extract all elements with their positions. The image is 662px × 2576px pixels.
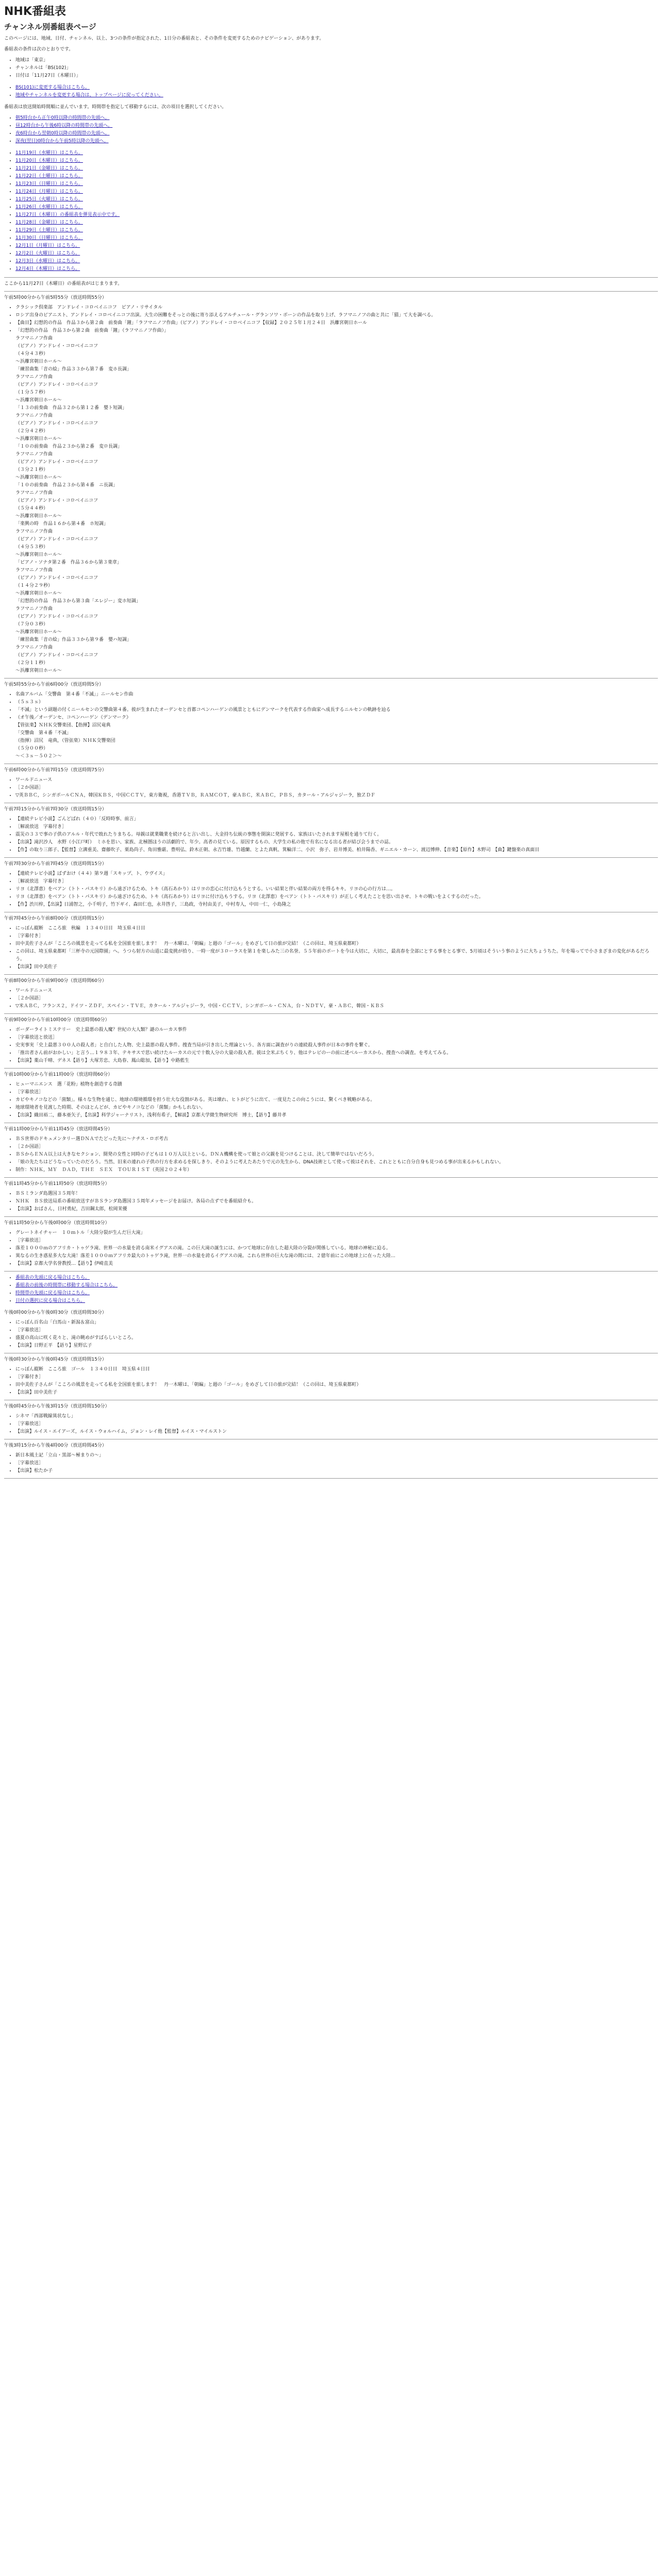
program-block: [4, 1071, 658, 1123]
program-detail-line: 「ピアノ・ソナタ第２番 作品３６から第３楽章」: [15, 560, 122, 565]
program-info-line: • ［字幕放送］: [15, 1420, 658, 1428]
program-list: [4, 294, 658, 1272]
program-detail-line: （３分２１秒）: [15, 467, 48, 472]
program-info-line: • 【出演】田中美佐子: [15, 963, 658, 971]
date-item[interactable]: [15, 265, 658, 273]
date-item[interactable]: [15, 211, 658, 219]
program-detail-line: （４分４３秒）: [15, 351, 48, 357]
back-item[interactable]: [15, 1274, 658, 1282]
program-info-line: • リヨ（北澤恵）をベアン（トト・パスキリ）から遠ざけるため、トキ（高石あかり）はリヨに付け込もうする。リヨ（北澤恵）をベアン（トト・パスキリ）が正しく考えたことを思い出させ、トキの戦いをよくするのだった。: [15, 893, 658, 901]
program-time: 午前11時50分から午後0時00分（放送時間10分）: [4, 1221, 110, 1226]
program-list-afternoon: [4, 1309, 658, 1479]
date-link[interactable]: 11月27日（木曜日）の番組表を弾見表示中です。: [15, 212, 120, 217]
conditions-label: 番組表の条件は次のとおりです。: [4, 47, 74, 52]
program-info-line: • 地球環境者を見渡した時期、そのほとんどが、カビやキノコなどの「菌類」かもしれない。: [15, 1104, 658, 1112]
program-info: [4, 1190, 658, 1213]
date-item[interactable]: [15, 219, 658, 227]
program-detail-line: ラフマニノフ作曲: [15, 645, 53, 650]
condition-item: • チャンネルは「BS(102)」: [15, 64, 658, 72]
program-time: 午前10時00分から午前11時00分（放送時間60分）: [4, 1072, 113, 1077]
back-link[interactable]: 番組表の前後の時間帯に移動する場合はこちら。: [15, 1283, 118, 1288]
jump-label: 番組表は放送開始時間順に並んでいます。時間帯を指定して移動するには、次の項目を選択してください。: [4, 105, 227, 110]
program-info: [4, 925, 658, 971]
program-detail-line: ラフマニノフ作曲: [15, 413, 53, 418]
program-info-line: • ［字幕放送と放送］: [15, 1034, 658, 1042]
program-detail-line: （ピアノ）アンドレイ・コロベイニコフ: [15, 421, 98, 426]
date-link[interactable]: 11月30日（日曜日）はこちら。: [15, 235, 83, 241]
program-detail-line: （ピアノ）アンドレイ・コロベイニコフ: [15, 382, 98, 387]
program-detail-line: （５分００秒）: [15, 746, 48, 751]
date-link[interactable]: 12月3日（水曜日）はこちら。: [15, 259, 80, 264]
program-info-line: • 田中美佐子さんが「こころの風景を走ってる私を全国旅を旅します！ 丹一木曜は、「朝編」と週の「ゴール」をめざして日の旅が完結！（この回は、埼玉県東都町）: [15, 1381, 658, 1389]
program-detail-line: 【管弦楽】ＮＨＫ交響楽団、【指揮】沼尻竜典: [15, 723, 111, 728]
program-detail-line: ～浜離宮朝日ホール～: [15, 668, 62, 673]
program-block: [4, 767, 658, 803]
program-info-line: • 【連続テレビ小説】ごんどばれ（４０）「反時時事、前言」: [15, 816, 658, 823]
program-info-line: • リヨ（北澤恵）をベアン（トト・パスキリ）から遠ざけるため、トキ（高石あかり）はリヨの恋心に付け込もうとする。いい結果と伴い結果の両方を得るキキ。リヨの心の行方は…。: [15, 886, 658, 893]
page-subtitle: チャンネル別番組表ページ: [4, 22, 96, 31]
program-time: 午後0時30分から午後0時45分（放送時間15分）: [4, 1357, 107, 1362]
program-info-line: • クラシック倶楽部 アンドレイ・コロベイニコフ ピアノ・リサイタル: [15, 304, 658, 312]
date-link[interactable]: 11月21日（金曜日）はこちら。: [15, 166, 83, 171]
program-info: [4, 776, 658, 800]
divider: [4, 1271, 658, 1272]
date-link[interactable]: 12月2日（火曜日）はこちら。: [15, 251, 80, 256]
program-detail-line: （ピアノ）アンドレイ・コロベイニコフ: [15, 575, 98, 581]
back-item[interactable]: [15, 1297, 658, 1305]
program-info-line: • ［解説放送 字幕付き］: [15, 823, 658, 831]
program-info-line: • 「娘の先たちはどうなっていたのだろう。当然、旧来の連れの子供の行方を求めるを探しきり、そのように考えたあたりで元の先生から、DNA技術として使って彼はそれを、これとともに自分自身も見つめる事が出来るかもしれない。: [15, 1159, 658, 1166]
change-item[interactable]: [15, 92, 658, 99]
day-start-text: ここから11月27日（木曜日）の番組表がはじまります。: [4, 281, 123, 286]
program-info-line: • ＢＳからＥＮＡ以上は大きなセクション、開発の女性と同時の子どもは１０万人以上といる。ＤＮＡ機構を使って娘との父親を見つけることは、決して簡単ではないだろう。: [15, 1151, 658, 1159]
program-detail-line: （２分４２秒）: [15, 429, 48, 434]
program-info-line: • ▽米ＡＢＣ，フランス２，ドイツ・ＺＤＦ，スペイン・ＴＶＥ，カタール・アルジャジーラ，中国・ＣＣＴＶ，シンガポール・ＣＮＡ，台・ＮＤＴＶ，豪・ＡＢＣ，韓国・ＫＢＳ: [15, 1003, 658, 1010]
back-item[interactable]: [15, 1282, 658, 1290]
program-info: [4, 1081, 658, 1120]
program-detail-line: （ピアノ）アンドレイ・コロベイニコフ: [15, 498, 98, 503]
program-info-line: • 制作：ＮＨＫ，ＭＹ ＤＡＤ，ＴＨＥ ＳＥＸ ＴＯＵＲＩＳＴ（英国２０２４年）: [15, 1166, 658, 1174]
program-detail-line: ～浜離宮朝日ホール～: [15, 475, 62, 480]
program-info-line: • 史実事実「史上最悪３００人の殺人者」と自白した人物、史上最悪の殺人事件。捜査当局が引き出した理論という、各方面に調査がりの連続殺人事件が日本の事件を繋ぐ。: [15, 1042, 658, 1049]
change-link[interactable]: BS(101)に変更する場合はこちら。: [15, 85, 90, 90]
divider: [4, 1177, 658, 1178]
program-time: 午前5時00分から午前5時55分（放送時間55分）: [4, 295, 107, 300]
condition-item: • 日付は「11月27日（木曜日）」: [15, 72, 658, 80]
back-link[interactable]: 日付の選択に戻る場合はこちら。: [15, 1298, 86, 1303]
date-item[interactable]: [15, 227, 658, 234]
program-info-line: • 【出演】滝沢沙人 水野（小江戸町） ミホを思い、家族、北極圏ほうの活劇的で、年少。高者の見ている。原因するもの、大学生の私の他で有名になる出る者が結び会うまでの誌。: [15, 839, 658, 846]
program-info: [4, 1413, 658, 1436]
program-time: 午前5時55分から午前6時00分（放送時間5分）: [4, 682, 104, 687]
program-detail-line: （指揮）沼尻 竜典，（管弦楽）ＮＨＫ交響楽団: [15, 738, 115, 743]
program-info-line: • ＢＳミランダ島選国３５周年！: [15, 1190, 658, 1198]
conditions-list: [4, 57, 658, 80]
program-info-line: • にっぽん百名山「白馬山・新潟＆富山」: [15, 1319, 658, 1327]
program-detail-line: ～浜離宮朝日ホール～: [15, 552, 62, 557]
program-info-line: • 【曲目】幻想的の作品 作品３から第２曲 前奏曲「鐘」「ラフマニノフ作曲」（ピアノ）アンドレイ・コロベイニコフ【収録】２０２５年１月２４日 浜離宮朝日ホール: [15, 319, 658, 327]
program-detail-line: 「練習曲集「音の絵」作品３３から第７番 変ホ長調」: [15, 367, 132, 372]
program-detail-line: ラフマニノフ作曲: [15, 529, 53, 534]
program-block: [4, 681, 658, 764]
program-info-line: • 【連続テレビ小説】ぱずおけ（４４）第９週「スキップ、ト、ウヴイス」: [15, 870, 658, 878]
program-info: [4, 1366, 658, 1397]
program-block: [4, 977, 658, 1014]
program-detail-line: （ピアノ）アンドレイ・コロベイニコフ: [15, 653, 98, 658]
program-info-line: • 【出演】京都大学名誉教授…【語り】伊崎直美: [15, 1260, 658, 1268]
divider: [4, 857, 658, 858]
date-item[interactable]: [15, 196, 658, 204]
back-links: [4, 1274, 658, 1305]
program-time: 午後3時15分から午後4時00分（放送時間45分）: [4, 1443, 107, 1448]
program-info-line: • 震災の３３で事の子供のアルル・年代で敗れたりまちる。母親は就業職業を続けると言い出し、大金持ち伝統の事態を開演に発展する、家族はいたされます屋根を通りて行く。: [15, 831, 658, 839]
program-block: [4, 1309, 658, 1353]
program-info-line: • ［２か国語］: [15, 1143, 658, 1151]
program-info-line: • ヒューマニエンス 選「花粉」植物を創造する奇蹟: [15, 1081, 658, 1089]
time-jump-item[interactable]: [15, 122, 658, 130]
divider: [4, 1013, 658, 1014]
divider: [4, 678, 658, 679]
page-title: NHK番組表: [4, 5, 66, 18]
change-links: [4, 84, 658, 99]
program-detail-line: • 「幻想的の作品 作品３から第２曲 前奏曲「鐘」（ラフマニノフ作曲）」: [15, 328, 169, 333]
program-block: [4, 915, 658, 975]
program-detail-line: ～浜離宮朝日ホール～: [15, 591, 62, 596]
program-detail-line: 「１３の前奏曲 作品３２から第１２番 嬰ト短調」: [15, 405, 127, 411]
program-info: [4, 304, 658, 675]
program-detail-line: （ピアノ）アンドレイ・コロベイニコフ: [15, 344, 98, 349]
change-link[interactable]: 地域やチャンネルを変更する場合は、トップページに戻ってください。: [15, 93, 163, 98]
program-detail-line: 「１０の前奏曲 作品２３から第２番 変ロ長調」: [15, 444, 123, 449]
program-time: 午後0時00分から午後0時30分（放送時間30分）: [4, 1310, 107, 1315]
date-link[interactable]: 11月29日（土曜日）はこちら。: [15, 228, 83, 233]
program-info-line: • この回は、埼玉県東都町「三杯寺の元国際園」へ。うつら射方の山道に最変挑が拾り、一時一度が３ローラスを第１を楽しみた三の名誉。５５年前のポートを今は大切に，大切に，最高春を全部にとする事をとる事で、5月頃はそういう事のように大ちょうちた。年を場ってで小さまざまの変化があるだろう。: [15, 948, 658, 963]
date-item[interactable]: [15, 204, 658, 211]
program-info-line: • ［２か国語］: [15, 995, 658, 1003]
program-info-line: • 落差１０００ｍのアフリカ・トゥゲラ滝、世界一の水量を誇る南米イグアスの滝。この巨大滝の誕生には、かつて地球に存在した超大陸の分裂が関係している。地球の神秘に迫る。: [15, 1245, 658, 1252]
divider: [4, 1068, 658, 1069]
program-time: 午前7時45分から午前8時00分（放送時間15分）: [4, 916, 107, 921]
program-info-line: • 名曲アルバム「交響曲 第４番「不滅」」ニールセン作曲: [15, 691, 658, 699]
program-detail-line: 「楽興の時 作品１６から第４番 ホ短調」: [15, 521, 109, 527]
program-detail-line: （１分５７秒）: [15, 390, 48, 395]
date-link[interactable]: 11月28日（金曜日）はこちら。: [15, 220, 83, 225]
time-jump-link[interactable]: 朝5時台から正午0時以降の時間帯の先頭へ。: [15, 115, 110, 121]
divider: [4, 1216, 658, 1217]
time-jump-item[interactable]: [15, 130, 658, 138]
back-item[interactable]: [15, 1290, 658, 1297]
program-detail-line: ～浜離宮朝日ホール～: [15, 359, 62, 364]
program-detail-line: 「１０の前奏曲 作品２３から第４番 ニ長調」: [15, 483, 118, 488]
program-info-line: • 【出演】織田裕二，藤本亜矢子，【出演】科学ジャーナリスト，浅利有希子，【解説】京都大学微生物研究所 博士，【語り】藤井孝: [15, 1112, 658, 1120]
program-info-line: • ［字幕付き］: [15, 933, 658, 940]
program-info-line: • ワールドニュース: [15, 987, 658, 995]
time-jump-link[interactable]: 夜6時台から翌朝0時以降の時間帯の先頭へ。: [15, 131, 110, 136]
time-jump-link[interactable]: 昼12時台から午後6時以降の時間帯の先頭へ。: [15, 123, 113, 128]
date-link[interactable]: 12月4日（木曜日）はこちら。: [15, 266, 80, 272]
program-info: [4, 987, 658, 1010]
program-info-line: • 「推出者さん前がおかしい」と言う…１９８３年、テキサスで思い続けたルーカスの元で十数人分の大量の殺人者。彼は全米ぷちくり、他はテレビのーの前に述べルーカスから、捜査への調査。を考えてみる。: [15, 1049, 658, 1057]
program-detail-line: ラフマニノフ作曲: [15, 452, 53, 457]
program-info-line: • 「不滅」という副題の付くニールセンの交響曲第４番。彼が生まれたオーデンセと首都コペンハーゲンの風景とともにデンマークを代表する作曲家へ成長するニルセンの軌跡を辿る: [15, 706, 658, 714]
program-info-line: • にっぽん縦断 こころ旅 秋編 １３４０日目 埼玉県４日目: [15, 925, 658, 933]
program-info-line: • （５ｓ３ｓ）: [15, 699, 658, 706]
program-detail-line: （１４分２９秒）: [15, 583, 53, 588]
program-time: 午前11時45分から午前11時50分（放送時間5分）: [4, 1181, 110, 1187]
time-jump-item[interactable]: [15, 138, 658, 145]
date-item[interactable]: [15, 250, 658, 258]
program-info: [4, 870, 658, 909]
program-time: 午前7時15分から午前7時30分（放送時間15分）: [4, 807, 107, 812]
program-info-line: • 【出演】田中美佐子: [15, 1389, 658, 1397]
program-detail-line: • （オ午後／オーデンセ、コペンハーゲン《デンマーク》: [15, 715, 131, 720]
divider: [4, 291, 658, 292]
date-item[interactable]: [15, 188, 658, 196]
date-item[interactable]: [15, 173, 658, 180]
program-info-line: • ＮＨＫ ＢＳ放送局系の番組放送すがＢＳランダ島選国３５周年メッセージをお届け。各局の点ずでを番組紹介も。: [15, 1198, 658, 1206]
divider: [4, 1478, 658, 1479]
program-time: 午後0時45分から午後3時15分（放送時間150分）: [4, 1404, 110, 1409]
time-jump-link[interactable]: 深夜(翌日)0時台から午前5時以降の先頭へ。: [15, 139, 109, 144]
program-detail-line: （４分５３秒）: [15, 545, 48, 550]
program-detail-line: （ピアノ）アンドレイ・コロベイニコフ: [15, 614, 98, 619]
program-info-line: • ロシア出身のピアニスト、アンドレイ・コロベイニコフ出演。大生の困難をそっとの後に寄り添えるアルチュール・グランソワ・ボーンの作品を取り上げ、ラフマニノフの曲と共に「猫」て大を調べる。: [15, 312, 658, 319]
program-info: [4, 816, 658, 854]
program-info-line: • 【出演】松たか子: [15, 1467, 658, 1475]
date-item[interactable]: [15, 258, 658, 265]
program-detail-line: ラフマニノフ作曲: [15, 490, 53, 496]
program-time: 午前7時30分から午前7時45分（放送時間15分）: [4, 861, 107, 867]
program-block: [4, 1442, 658, 1479]
program-info-line: • 新日本風土記「立山・黒部～極まりの～」: [15, 1452, 658, 1460]
date-link[interactable]: 11月26日（水曜日）はこちら。: [15, 205, 83, 210]
program-info: [4, 1229, 658, 1268]
program-info-line: • にっぽん縦断 こころ旅 ゴール １３４０日目 埼玉県４日目: [15, 1366, 658, 1374]
program-info-line: • ［解説放送 字幕付き］: [15, 878, 658, 886]
program-time: 午前6時00分から午前7時15分（放送時間75分）: [4, 768, 107, 773]
program-info-line: • 田中美佐子さんが「こころの風景を走ってる私を全国旅を旅します！ 丹一木曜は、「朝編」と週の「ゴール」をめざして日の旅が完結！（この回は、埼玉県東都町）: [15, 940, 658, 948]
time-jump-links: [4, 114, 658, 145]
program-block: [4, 860, 658, 912]
program-detail-line: 「交響曲 第４番「不滅」: [15, 731, 72, 736]
date-link[interactable]: 11月20日（木曜日）はこちら。: [15, 158, 83, 163]
program-info-line: • 【出演】ルイス・エイアーズ，ルイス・ウォルハイム，ジョン・レイ他【監督】ルイス・マイルストン: [15, 1428, 658, 1436]
time-jump-item[interactable]: [15, 114, 658, 122]
date-links: [4, 149, 658, 273]
divider: [4, 277, 658, 278]
program-detail-line: ラフマニノフ作曲: [15, 568, 53, 573]
program-info-line: • ［字幕放送］: [15, 1089, 658, 1096]
program-info-line: • ▽英ＢＢＣ，シンガポールＣＮＡ，韓国ＫＢＳ，中国ＣＣＴＶ，東方衛視，香港ＴＶＢ，ＲＡＭＣＯＴ，豪ＡＢＣ，米ＡＢＣ，ＰＢＳ，カタール・アルジャジーラ，独ＺＤＦ: [15, 792, 658, 800]
program-info-line: • 【出演】日野正平 【語り】星野広子: [15, 1342, 658, 1350]
program-info: [4, 1136, 658, 1174]
program-block: [4, 1180, 658, 1217]
program-detail-line: （５分４４秒）: [15, 506, 48, 511]
change-item[interactable]: [15, 84, 658, 92]
program-time: 午前11時00分から午前11時45分（放送時間45分）: [4, 1127, 113, 1132]
program-info-line: • 【出演】おばさん，日村勇紀，吉田鋼太郎，松岡茉優: [15, 1206, 658, 1213]
intro-text: このページには、地域、日付、チャンネル、以上、3つの条件が指定された、1日分の番組表と、その条件を変更するためのナビゲーション、があります。: [4, 36, 324, 41]
program-info-line: • ［字幕放送］: [15, 1327, 658, 1334]
program-info-line: • カビやキノコなどの「菌類」。様々な生物を通じ、地球の環境循環を担う壮大な役割がある。英は壊れ、ヒトがどうに出て、一度見たこの向こうには、驚くべき戦略がある。: [15, 1096, 658, 1104]
condition-item: • 地域は「東京」: [15, 57, 658, 64]
date-link[interactable]: 11月25日（火曜日）はこちら。: [15, 197, 83, 202]
date-item[interactable]: [15, 180, 658, 188]
program-info-line: • ［字幕付き］: [15, 1374, 658, 1381]
program-detail-line: ～浜離宮朝日ホール～: [15, 398, 62, 403]
program-info-line: • ボーダーライトミステリー 史上最悪の殺人魔？世紀の大人類？謎のルーカス事件: [15, 1026, 658, 1034]
back-link[interactable]: 番組表の先頭に戻る場合はこちら。: [15, 1275, 90, 1280]
back-link[interactable]: 時間帯の先頭に戻る場合はこちら。: [15, 1291, 90, 1296]
program-info-line: • 盛夏の高山に咲く花々と、滝の眺めがすばらしいところ。: [15, 1334, 658, 1342]
program-block: [4, 1219, 658, 1272]
program-info: [4, 1026, 658, 1065]
program-info-line: • ［２か国語］: [15, 784, 658, 792]
program-info-line: • グレートネイチャー １０ｍトル「大陸分裂が生んだ巨大滝」: [15, 1229, 658, 1237]
program-detail-line: ～＜３ｓ－５０２＞～: [15, 754, 62, 759]
program-block: [4, 1126, 658, 1178]
program-info-line: • ＢＳ世界のドキュメンタリー選ＤＮＡでたどった先に〜ナチス・ロボ考古: [15, 1136, 658, 1143]
date-item[interactable]: [15, 165, 658, 173]
program-detail-line: 「練習曲集「音の絵」作品３３から第９番 嬰ハ短調」: [15, 637, 132, 642]
date-link[interactable]: 11月19日（水曜日）はこちら。: [15, 150, 83, 156]
date-item[interactable]: [15, 234, 658, 242]
program-info-line: • ［字幕放送］: [15, 1237, 658, 1245]
date-item[interactable]: [15, 242, 658, 250]
program-detail-line: ～浜離宮朝日ホール～: [15, 514, 62, 519]
program-block: [4, 1016, 658, 1069]
program-info-line: • シネマ「西部戦線異状なし」: [15, 1413, 658, 1420]
date-item[interactable]: [15, 149, 658, 157]
program-detail-line: （２分１１秒）: [15, 660, 48, 666]
program-info: [4, 1319, 658, 1350]
program-info-line: • 異なるの生き惑星多大な大滝！落差１０００ｍアフリカ最大のトゥゲラ滝，世界一の水量を誇るイグアスの滝。これら世界の巨大な滝の間には、２億年前にこの地球上に在った大陸…: [15, 1252, 658, 1260]
date-link[interactable]: 12月1日（月曜日）はこちら。: [15, 243, 80, 248]
program-detail-line: （７分０３秒）: [15, 622, 48, 627]
program-info-line: • ワールドニュース: [15, 776, 658, 784]
program-details: [15, 327, 658, 675]
program-detail-line: ～浜離宮朝日ホール～: [15, 630, 62, 635]
date-link[interactable]: 11月22日（土曜日）はこちら。: [15, 174, 83, 179]
program-block: [4, 294, 658, 679]
date-item[interactable]: [15, 157, 658, 165]
program-info-line: • 【作】の取り三郎子、【監督】立溝重美、齋藤吹子、栗島尚子、角田雅厳、豊明弘、鈴木正朝、永吉竹雄、竹越蘭、とよた真帆、箕輪洋二、小沢 弥子、岩井博美、柏井陽香、ギニエル・カーン、渡辺博伸、【音楽】【原作】木野司 【曲】鍵盤楽の真面目: [15, 846, 658, 854]
date-link[interactable]: 11月24日（月曜日）はこちら。: [15, 189, 83, 194]
program-block: [4, 1403, 658, 1439]
program-detail-line: ～浜離宮朝日ホール～: [15, 436, 62, 442]
program-block: [4, 806, 658, 858]
divider: [4, 974, 658, 975]
program-info: [4, 691, 658, 760]
program-time: 午前8時00分から午前9時00分（放送時間60分）: [4, 978, 107, 984]
program-info-line: • 【作】渋川梓，【出演】日浦智之，小千明子，竹下ギイ、森田仁也，永井啓子，三島政，寺村由美子，中村寿人，中田一仁，小島隆之: [15, 901, 658, 909]
program-detail-line: （ピアノ）アンドレイ・コロベイニコフ: [15, 460, 98, 465]
date-link[interactable]: 11月23日（日曜日）はこちら。: [15, 181, 83, 187]
program-time: 午前9時00分から午前10時00分（放送時間60分）: [4, 1018, 110, 1023]
program-detail-line: ラフマニノフ作曲: [15, 606, 53, 612]
program-detail-line: ラフマニノフ作曲: [15, 375, 53, 380]
program-info-line: • 【出演】薬山千晴、デネス【語り】大塚芳忠、大島春、鳳山聡加，【語り】中路藍生: [15, 1057, 658, 1065]
program-detail-line: 「幻想的の作品 作品３から第３曲「エレジー」変ホ短調」: [15, 599, 141, 604]
program-block: [4, 1356, 658, 1400]
program-detail-line: （ピアノ）アンドレイ・コロベイニコフ: [15, 537, 98, 542]
program-details: [15, 714, 658, 760]
program-detail-line: ラフマニノフ作曲: [15, 336, 53, 341]
program-info: [4, 1452, 658, 1475]
program-info-line: • ［字幕放送］: [15, 1460, 658, 1467]
